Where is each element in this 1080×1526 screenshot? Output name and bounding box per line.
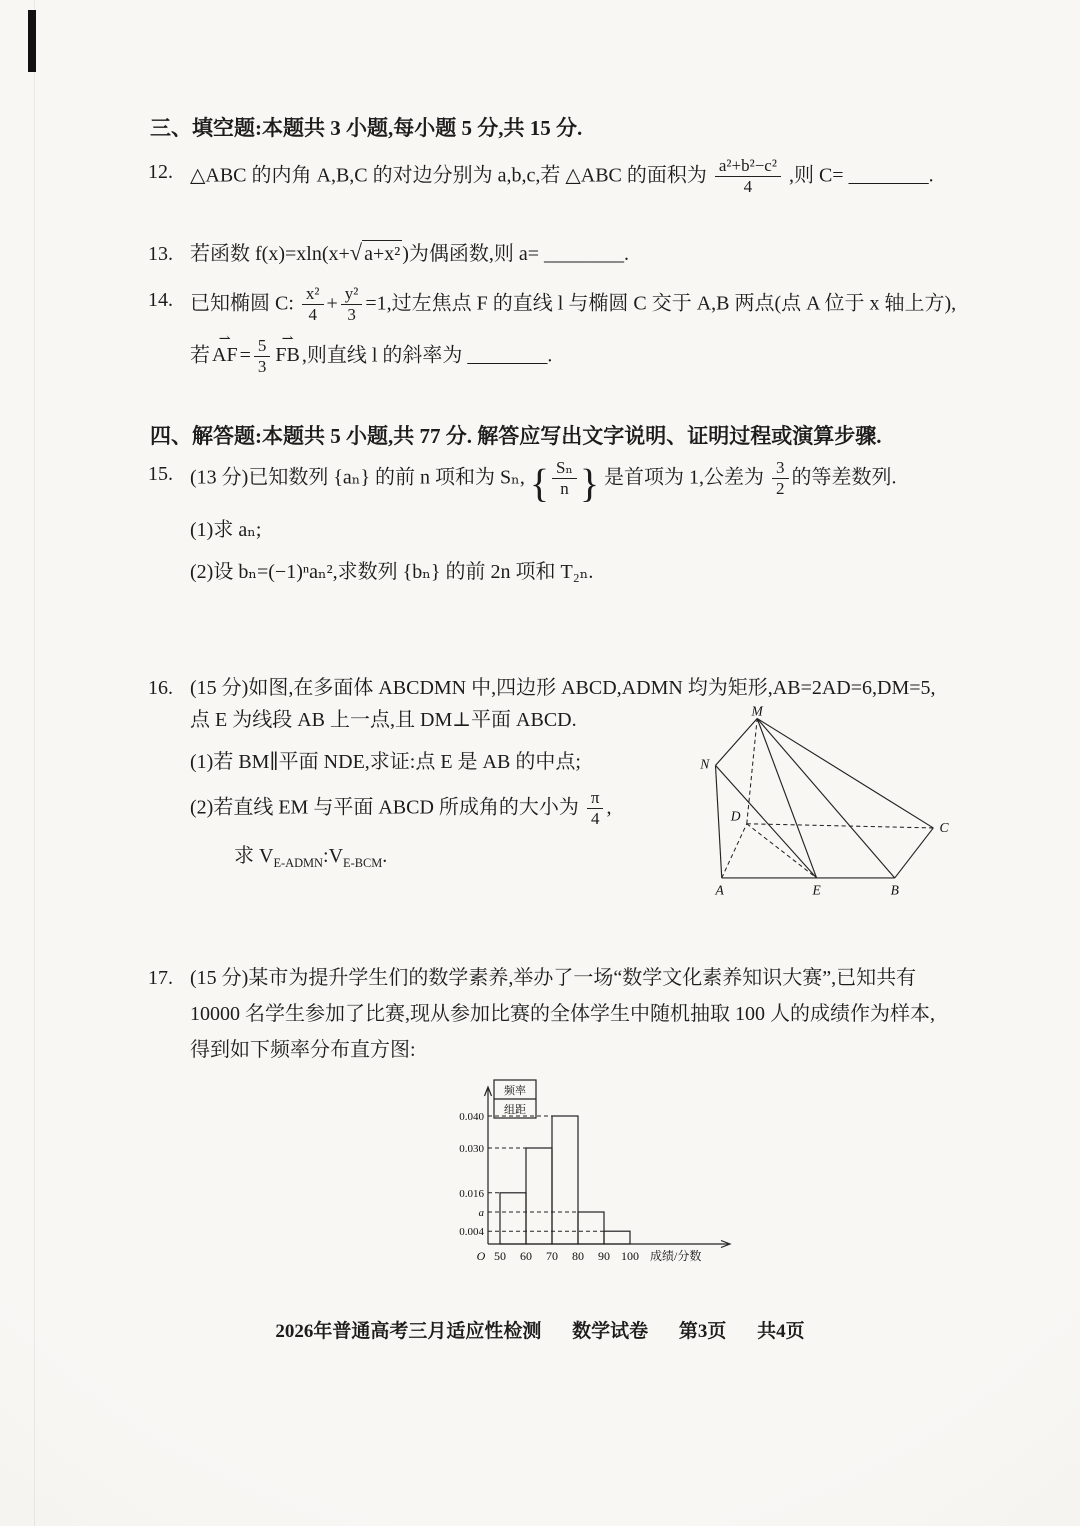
question-text: :V (323, 844, 344, 867)
fraction (341, 284, 363, 326)
y-axis-label-top: 频率 (504, 1085, 526, 1097)
y-tick-label: 0.004 (459, 1226, 484, 1239)
vertex-label-B: B (890, 882, 899, 898)
vector-arrow-icon: ⇀ (281, 330, 294, 347)
answer-blank: ________. (848, 164, 934, 187)
q17-frequency-histogram (438, 1074, 738, 1284)
y-tick-label: 0.030 (459, 1143, 484, 1155)
vertex-label-N: N (700, 756, 710, 772)
sqrt-radicand: a+x² (362, 240, 402, 267)
fraction-denominator: 3 (257, 357, 267, 377)
fraction-denominator: 3 (347, 305, 356, 325)
sqrt-expression (350, 240, 402, 267)
question-14-number: 14. (148, 289, 173, 311)
histogram-svg (438, 1074, 738, 1279)
question-17 (148, 960, 970, 1068)
scan-mark (28, 10, 36, 72)
question-15-number: 15. (148, 463, 173, 485)
figure-solid-edges (715, 719, 933, 878)
vertex-label-E: E (812, 882, 821, 898)
question-line-1: (15 分)某市为提升学生们的数学素养,举办了一场“数学文化素养知识大赛”,已知共有 (190, 967, 917, 989)
histogram-bar (578, 1212, 604, 1244)
fraction (772, 458, 789, 500)
question-17-number: 17. (148, 967, 173, 989)
x-tick-label: 100 (621, 1249, 639, 1263)
question-line-2 (190, 330, 970, 378)
question-text: 若 (190, 344, 210, 367)
question-text: 求 V (234, 844, 274, 867)
question-13-body (190, 238, 970, 270)
question-line-1 (190, 458, 970, 504)
sqrt-sign: √ (349, 240, 363, 265)
question-part-2 (190, 788, 770, 830)
vector-FB (275, 330, 300, 371)
question-16-number: 16. (148, 677, 173, 699)
y-tick-label: 0.040 (459, 1111, 484, 1123)
question-text: 是首项为 1,公差为 (604, 466, 765, 489)
left-brace: { (529, 460, 550, 506)
question-12 (148, 156, 970, 198)
question-12-number: 12. (148, 161, 173, 183)
question-text: =1,过左焦点 F 的直线 l 与椭圆 C 交于 A,B 两点(点 A 位于 x 轴上方), (365, 292, 957, 315)
y-tick-label: 0.016 (459, 1187, 484, 1200)
question-part-2: (2)设 bₙ=(−1)ⁿaₙ²,求数列 {bₙ} 的前 2n 项和 T₂ₙ. (190, 560, 594, 583)
vertex-label-M: M (751, 706, 763, 719)
vertex-label-C: C (939, 820, 949, 836)
origin-label: O (476, 1249, 486, 1263)
question-text: (2)若直线 EM 与平面 ABCD 所成角的大小为 (190, 796, 579, 819)
x-tick-label: 70 (546, 1249, 558, 1263)
fraction-numerator: a²+b²−c² (715, 156, 781, 177)
footer-page-total: 共4页 (757, 1321, 805, 1342)
question-14-body (190, 284, 970, 378)
histogram-bar (604, 1231, 630, 1244)
question-text: (13 分)已知数列 {aₙ} 的前 n 项和为 Sₙ, (190, 466, 525, 489)
y-tick-label: a (478, 1207, 484, 1219)
volume-subscript: E-ADMN (273, 855, 324, 870)
footer-exam-name: 2026年普通高考三月适应性检测 (275, 1321, 542, 1342)
y-axis-label-bottom: 组距 (504, 1104, 526, 1116)
histogram-bar (526, 1148, 552, 1244)
vector-arrow-icon: ⇀ (218, 330, 231, 347)
fraction (302, 284, 324, 326)
vector-letters: AF (212, 344, 238, 367)
question-text: )为偶函数,则 a= (402, 243, 540, 265)
fraction-denominator: 4 (590, 809, 600, 829)
fraction-numerator: y² (341, 284, 363, 305)
histogram-bar (552, 1116, 578, 1244)
equals-sign: = (239, 344, 251, 367)
question-text: ,则 C= (788, 164, 844, 187)
question-line-3: 得到如下频率分布直方图: (190, 1039, 416, 1061)
answer-blank: ________. (544, 243, 630, 265)
fraction (715, 156, 781, 198)
fraction-denominator: 4 (743, 177, 753, 197)
x-tick-label: 60 (520, 1249, 532, 1263)
question-line-1: (15 分)如图,在多面体 ABCDMN 中,四边形 ABCD,ADMN 均为矩形,AB=2AD=6,DM=5, (190, 677, 936, 699)
question-text: . (382, 844, 388, 867)
page-footer (0, 1316, 1080, 1343)
page-fold-line (34, 0, 35, 1526)
fraction-denominator: n (560, 479, 569, 499)
question-14 (148, 284, 970, 378)
vertex-label-A: A (715, 882, 724, 898)
fraction-numerator: x² (302, 284, 324, 305)
question-17-body (190, 960, 970, 1068)
section-3-title: 三、填空题:本题共 3 小题,每小题 5 分,共 15 分. (150, 116, 583, 140)
question-text: 已知椭圆 C: (190, 292, 294, 315)
vertex-label-D: D (730, 808, 741, 824)
x-tick-label: 80 (572, 1249, 584, 1263)
x-axis-label: 成绩/分数 (650, 1249, 702, 1263)
q16-figure-svg (686, 706, 968, 904)
fraction-numerator: 3 (772, 458, 789, 479)
question-12-body (190, 156, 970, 198)
question-15-body (190, 458, 970, 588)
fraction-numerator: 5 (254, 336, 271, 357)
fraction-denominator: 4 (308, 305, 317, 325)
vector-letters: FB (275, 344, 300, 367)
right-brace: } (579, 460, 600, 506)
fraction (587, 788, 604, 830)
vector-AF (212, 330, 238, 371)
histogram-bar (500, 1193, 526, 1244)
question-text: △ABC 的内角 A,B,C 的对边分别为 a,b,c,若 △ABC 的面积为 (190, 164, 707, 187)
answer-blank: ________. (467, 344, 553, 367)
question-part-1: (1)求 aₙ; (190, 518, 262, 541)
fraction (552, 458, 577, 500)
question-text: 的等差数列. (791, 466, 897, 489)
plus-sign: + (326, 292, 338, 315)
q16-polyhedron-figure (686, 706, 968, 909)
question-text: , (606, 796, 612, 819)
figure-hidden-edges (722, 719, 934, 878)
fraction-numerator: π (587, 788, 604, 809)
section-4-title: 四、解答题:本题共 5 小题,共 77 分. 解答应写出文字说明、证明过程或演算步骤. (150, 424, 882, 448)
fraction (254, 336, 271, 378)
question-line-1 (190, 284, 970, 326)
volume-subscript: E-BCM (343, 855, 383, 870)
question-part-1: (1)若 BM∥平面 NDE,求证:点 E 是 AB 的中点; (190, 751, 581, 773)
question-15 (148, 458, 970, 588)
question-text: ,则直线 l 的斜率为 (301, 344, 463, 367)
fraction-numerator: Sₙ (552, 458, 577, 479)
question-line-2: 点 E 为线段 AB 上一点,且 DM⊥平面 ABCD. (190, 709, 577, 731)
footer-subject: 数学试卷 (572, 1321, 649, 1342)
question-13 (148, 238, 970, 270)
x-tick-label: 50 (494, 1249, 506, 1263)
footer-page-number: 第3页 (678, 1321, 727, 1342)
question-text: 若函数 f(x)=xln(x+ (190, 243, 350, 265)
fraction-denominator: 2 (776, 479, 785, 499)
x-tick-label: 90 (598, 1249, 610, 1263)
question-13-number: 13. (148, 243, 173, 265)
question-line-2: 10000 名学生参加了比赛,现从参加比赛的全体学生中随机抽取 100 人的成绩作为样本, (190, 1003, 935, 1025)
